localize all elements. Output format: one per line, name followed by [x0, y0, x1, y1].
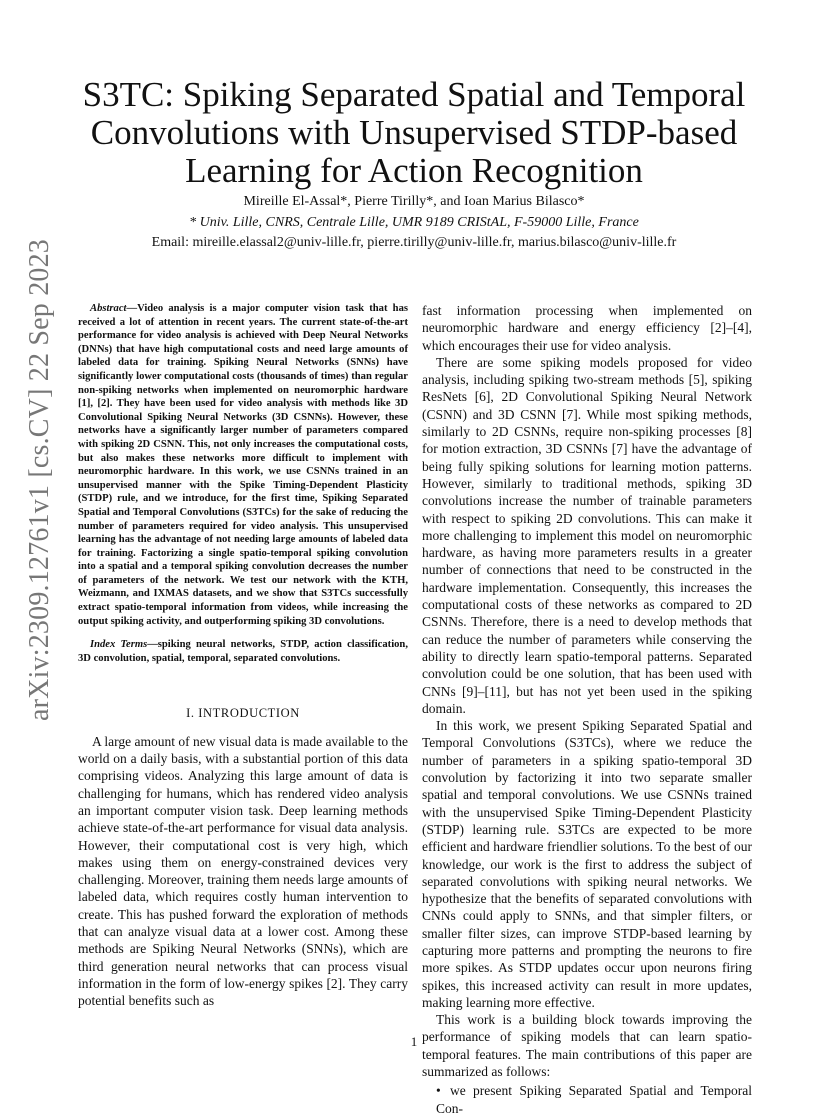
contribution-bullet [436, 1082, 752, 1117]
left-column [78, 302, 408, 1009]
right-column [422, 302, 752, 1117]
intro-paragraph: There are some spiking models proposed for video analysis, including spiking two-stream methods [5], spiking ResNets [6], 2D Convolutional Spiking Neural Network (CSNN) and 3D CSNN [7]. While most spiking methods, similarly to 2D CSNNs, require non-spiking processes [8] for motion extraction, 3D CSNNs [7] have the advantage of being fully spiking solutions for learning motion patterns. However, similarly to traditional methods, spiking 3D convolutions increase the number of trainable parameters with respect to spiking 2D convolutions. This can make it more challenging to implement this model on neuromorphic hardware, as having more parameters results in a greater number of connections that need to be constructed in the hardware implementation. Consequently, this increases the computational costs of these networks as compared to 2D CSNNs. Therefore, there is a need to develop methods that can reduce the number of parameters while conserving the ability to directly learn spatio-temporal patterns. Separated convolution could be one solution, that has been used with CNNs [9]–[11], but has not yet been used in the spiking domain. [422, 354, 752, 716]
intro-paragraph: fast information processing when implemented on neuromorphic hardware and energy efficiency [2]–[4], which encourages their use for video analysis. [422, 303, 752, 353]
author-emails: Email: mireille.elassal2@univ-lille.fr, pierre.tirilly@univ-lille.fr, marius.bilasco@univ-lille.fr [151, 235, 677, 250]
intro-paragraph: In this work, we present Spiking Separated Spatial and Temporal Convolutions (S3TCs), where we reduce the number of parameters in a spiking spatio-temporal 3D convolution by factorizing it into two separate smaller spatial and temporal convolutions. We use CSNNs trained with the unsupervised Spike Timing-Dependent Plasticity (STDP) learning rule. S3TCs are expected to be more efficient and hardware friendlier solutions. To the best of our knowledge, our work is the first to address the subject of separated convolutions with spiking neural networks. We hypothesize that the benefits of separated convolutions with CNNs could apply to SNNs, and that simpler filters, or smaller filter sizes, can improve STDP-based learning by capturing more patterns and prompting the neurons to fire more spikes. As STDP updates occur upon neurons firing spikes, this increased activity can result in more updates, making learning more effective. [422, 718, 752, 1010]
section-heading: I. INTRODUCTION [186, 706, 300, 721]
arxiv-identifier: arXiv:2309.12761v1 [cs.CV] 22 Sep 2023 [24, 238, 55, 722]
intro-paragraph: A large amount of new visual data is made available to the world on a daily basis, with a substantial portion of this data comprising videos. Analyzing this large amount of data is challenging for humans, which has rendered video analysis an important computer vision task. Deep learning methods achieve state-of-the-art performance for visual data analysis. However, their computational cost is very high, which makes using them on energy-constrained devices very challenging. Moreover, training them needs large amounts of labeled data, which requires costly human intervention to create. This has pushed forward the exploration of methods that can analyze visual data at a lower cost. Among these methods are Spiking Neural Networks (SNNs), which are third generation neural networks that can process visual information in the form of low-energy spikes [2]. They carry potential benefits such as [78, 733, 408, 1009]
bullet-text: we present Spiking Separated Spatial and Temporal Con- [436, 1083, 752, 1116]
abstract-text: —Video analysis is a major computer vision task that has received a lot of attention in recent years. The current state-of-the-art performance for video analysis is achieved with Deep Neural Networks (DNNs) that have high computational costs and need large amounts of labeled data for training. Spiking Neural Networks (SNNs) have significantly lower computational costs (thousands of times) than regular non-spiking networks when implemented on neuromorphic hardware [1], [2]. They have been used for video analysis with methods like 3D Convolutional Spiking Neural Networks (3D CSNNs). However, these networks have a significantly larger number of parameters compared with spiking 2D CSNN. This, not only increases the computational costs, but also makes these networks more difficult to implement with neuromorphic hardware. In this work, we use CSNNs trained in an unsupervised manner with the Spike Timing-Dependent Plasticity (STDP) rule, and we introduce, for the first time, Spiking Separated Spatial and Temporal Convolutions (S3TCs) for the sake of reducing the number of parameters required for video analysis. This unsupervised learning has the advantage of not needing large amounts of labeled data for training. Factorizing a single spatio-temporal spiking convolution into a spatial and a temporal spiking convolution decreases the number of parameters of the network. We test our network with the KTH, Weizmann, and IXMAS datasets, and we show that S3TCs successfully extract spatio-temporal information from videos, while increasing the output spiking activity, and outperforming spiking 3D convolutions. [78, 303, 408, 627]
intro-paragraph: This work is a building block towards improving the performance of spiking models that can learn spatio-temporal features. The main contributions of this paper are summarized as follows: [422, 1012, 752, 1080]
abstract [78, 302, 408, 628]
index-terms-label: Index Terms [90, 639, 148, 651]
bullet-icon: • [436, 1083, 441, 1099]
index-terms [78, 638, 408, 665]
author-list: Mireille El-Assal*, Pierre Tirilly*, and Ioan Marius Bilasco* [243, 194, 585, 209]
page-number: 1 [410, 1034, 418, 1049]
index-terms-text: —spiking neural networks, STDP, action classification, 3D convolution, spatial, temporal, separated convolutions. [78, 639, 408, 664]
abstract-label: Abstract [90, 303, 127, 314]
paper-title: S3TC: Spiking Separated Spatial and Temporal Convolutions with Unsupervised STDP-based Learning for Action Recognition [82, 75, 746, 190]
affiliation: * Univ. Lille, CNRS, Centrale Lille, UMR 9189 CRIStAL, F-59000 Lille, France [189, 215, 639, 230]
